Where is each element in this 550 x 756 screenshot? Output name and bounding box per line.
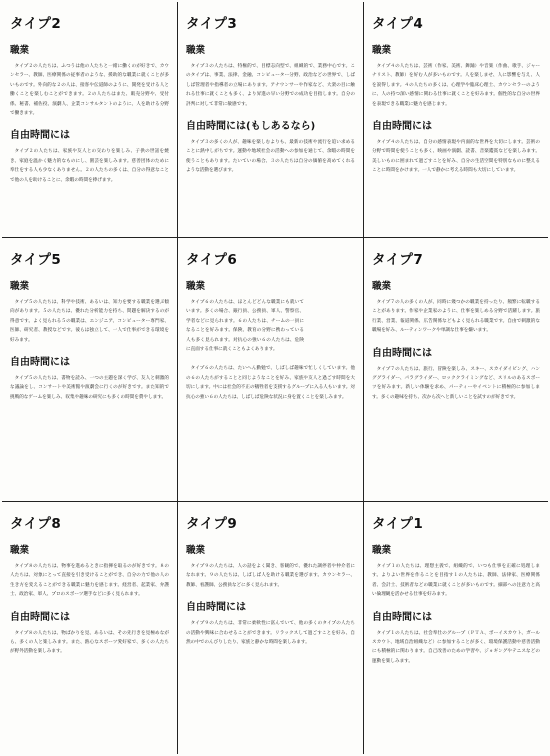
type-1-free-text: タイプ１の人たちは、社会奉仕のグループ（ＰＴＡ、ボーイスカウト、ガールスカウト、地域自治組織など）に参加することが多く、環境保護活動や慈善活動にも積極的に関わります。自己改善のための学習や、ジョギングやテニスなどの運動を楽しみます。 <box>372 630 540 664</box>
type-5-free-text: タイプ５の人たちは、書物を読み、一つの主題を深く学び、友人と刺激的な議論をし、コンサートや美術館や演劇会に行くのが好きです。また知的で挑戦的なゲームを楽しみ、収集や趣味の研究にも多くの時間を費やします。 <box>10 376 169 400</box>
type-2-job-heading: 職業 <box>10 45 30 56</box>
type-7-job-text: タイプ７の人の多くの人が、同時に幾つかの職業を持ったり、頻繁に転職することがあります。作家や企業家のように、仕事を楽しめる分野で活躍します。旅行業、営業、報道関係、広告関係などもよく見られる職業です。自由で刺激的な職場を好み、ルーティンワークや単調な仕事を嫌います。 <box>372 300 540 334</box>
type-6-job-heading: 職業 <box>186 281 206 292</box>
type-8-card <box>2 502 178 754</box>
type-9-title: タイプ9 <box>186 516 238 532</box>
type-6-job-text: タイプ６の人たちは、ほとんどどんな職業にも就いています。多くの場合、銀行員、公務員、軍人、警察官、学者などに見られます。６の人たちは、チームの一員になることを好みます。保険、教育の分野に携わっている人も多く見られます。対抗心の強い６の人たちは、危険に直面する仕事に就くこともよくあります。 <box>186 300 304 353</box>
type-6-free-text: タイプ６の人たちは、たいへん勤勉で、しばしば趣味で忙しくしています。他の６の人たちがすることと同じようなことを好み、家族や友人と過ごす時間を大切にします。中には社会的不正の犠牲者を支援するグループに入る人もいます。対抗心の強い６の人たちは、しばしば危険な状況に身を置くことを楽しみます。 <box>186 366 355 400</box>
type-2-card <box>2 2 178 238</box>
type-9-job-heading: 職業 <box>186 545 206 556</box>
type-5-job-text: タイプ５の人たちは、科学や技術、あるいは、知力を要する職業を選ぶ傾向があります。５の人たちは、優れた分析能力を持ち、問題を解決するのが得意です。よく見られる５の職業は、エンジニア、コンピューター専門家、医師、研究者、教授などです。彼らは独立して、一人で仕事ができる環境を好みます。 <box>10 300 169 343</box>
type-9-card <box>178 502 364 754</box>
type-5-free-heading: 自由時間には <box>10 357 70 369</box>
type-8-job-heading: 職業 <box>10 545 30 556</box>
type-4-free-heading: 自由時間には <box>372 121 432 133</box>
type-5-job-heading: 職業 <box>10 281 30 292</box>
type-8-title: タイプ8 <box>10 516 62 532</box>
type-7-card <box>364 238 548 502</box>
type-5-title: タイプ5 <box>10 252 62 268</box>
type-1-free-heading: 自由時間には <box>372 611 432 623</box>
enneagram-types-grid <box>2 2 548 754</box>
type-8-job-text: タイプ８の人たちは、物事を進めるときに指揮を取るのが好きです。８の人たちは、対象にとって直接を引き受けることができ、自分の力で他の人の生き方を変えることができる職業に魅力を感じます。経営者、起業家、弁護士、政治家、軍人、プロのスポーツ選手などに多く見られます。 <box>10 564 169 598</box>
type-6-title: タイプ6 <box>186 252 238 268</box>
type-9-free-heading: 自由時間には <box>186 602 246 614</box>
type-2-free-text: タイプ２の人たちは、家族や友人との交わりを楽しみ、子供の世話を焼き、家庭を温かく魅力的なものにし、園芸を楽しみます。慈善団体のために奉仕をする人も少なくありません。２の人たちの多くは、自分の得意なことで他の人を助けることに、余暇の時間を捧げます。 <box>10 149 169 183</box>
type-4-free-text: タイプ４の人たちは、自分の感情表現や内面的な世界を大切にします。芸術の分野で時間を使うことも多く、映画や演劇、読書、音楽鑑賞などを楽しみます。美しいものに囲まれて過ごすことを好み、自分の生活空間を特別なものに整えることに時間をかけます。一人で静かに考える時間も大切にしています。 <box>372 140 540 174</box>
type-9-free-text: タイプ９の人たちは、非常に柔軟性に富んでいて、他の多くのタイプの人たちの活動や興味に合わせることができます。リラックスして過ごすことを好み、自然の中でのんびりしたり、家族と静かな時間を楽しみます。 <box>186 621 355 646</box>
type-2-free-heading: 自由時間には <box>10 130 70 142</box>
type-2-title: タイプ2 <box>10 16 62 32</box>
type-8-free-heading: 自由時間には <box>10 611 70 623</box>
type-9-job-text: タイプ９の人たちは、人の話をよく聞き、客観的で、優れた調停者や仲介者になれます。９の人たちは、しばしば人を助ける職業を選びます。カウンセラー、教師、看護師、公務員などに多く見られます。 <box>186 564 355 588</box>
type-1-job-text: タイプ１の人たちは、理想主義で、組織的で、いつも仕事を正確に処理します。よりよい世界を作ることを目指す１の人たちは、教師、法律家、医療関係者、会計士、技術者などの職業に就くことが多いものです。細部への注意力と高い倫理観を活かせる仕事を好みます。 <box>372 564 540 598</box>
type-3-job-heading: 職業 <box>186 45 206 56</box>
type-3-free-text: タイプ３の多くの人が、趣味を楽しむよりも、最新の技術や流行を追い求めることに熱中しがちです。運動や地域社会の活動への参加を通じて、余暇の時間を使うこともあります。たいていの場合、３の人たちは自分の価値を高めてくれるような活動を選びます。 <box>186 140 355 174</box>
type-5-card <box>2 238 178 502</box>
type-2-job-text: タイプ２の人たちは、ふつうは他の人たちと一緒に働くのが好きで、カウンセラー、教師、医療関係の従事者のような、援助的な職業に就くことが多いものです。外向的な２の人は、接客や伝道師のように、開発を受ける人と働くことを楽しむことができます。２の人たちはまた、販売分野や、受付係、秘書、補佐役、演劇人、企業コンサルタントのように、人を助ける分野で働きます。 <box>10 64 169 117</box>
type-3-card <box>178 2 364 238</box>
type-3-title: タイプ3 <box>186 16 238 32</box>
type-4-title: タイプ4 <box>372 16 424 32</box>
type-4-job-heading: 職業 <box>372 45 392 56</box>
type-1-job-heading: 職業 <box>372 545 392 556</box>
type-7-title: タイプ7 <box>372 252 424 268</box>
type-7-free-text: タイプ７の人たちは、旅行、冒険を楽しみ、スキー、スカイダイビング、ハンググライダー、パラグライダー、ロッククライミングなど、スリルのあるスポーツを好みます。新しい体験を求め、パーティーやイベントに積極的に参加します。多くの趣味を持ち、次から次へと新しいことを試すのが好きです。 <box>372 366 540 400</box>
type-8-free-text: タイプ８の人たちは、物ばかりを見、あるいは、その先行きを見極めながら、多くの人と楽しみます。また、熱心なスポーツ愛好家で、多くの人たちが野外活動を楽しみます。 <box>10 630 169 655</box>
type-7-job-heading: 職業 <box>372 281 392 292</box>
type-4-job-text: タイプ４の人たちは、芸術（作家、美術、舞踊）や音楽（作曲、歌手、ジャーナリスト、教師）を好む人が多いものです。人を楽しませ、人に影響を与え、人を説得します。４の人たちの多くは、心理学や臨床心理士、カウンセラーのように、人の持つ深い感情に関わる仕事に就くことを好みます。個性的な自分の世界を表現できる職業に魅力を感じます。 <box>372 64 540 107</box>
type-3-free-heading: 自由時間には(もしあるなら) <box>186 121 316 133</box>
type-4-card <box>364 2 548 238</box>
type-1-title: タイプ1 <box>372 516 424 532</box>
type-3-job-text: タイプ３の人たちは、特権的で、目標志向型で、組織的で、業務中心です。このタイプは、事業、法律、金融、コンピューター分野、政治などの世界で、しばしば管理者や指導者の立場にあります。アナウンサーや作家など、大衆の目に触れる仕事に就くことも多く、より昇進の早い分野での成功を目指します。自分の評判に対して非常に敏感です。 <box>186 64 355 107</box>
type-6-card <box>178 238 364 502</box>
type-1-card <box>364 502 548 754</box>
type-7-free-heading: 自由時間には <box>372 347 432 359</box>
